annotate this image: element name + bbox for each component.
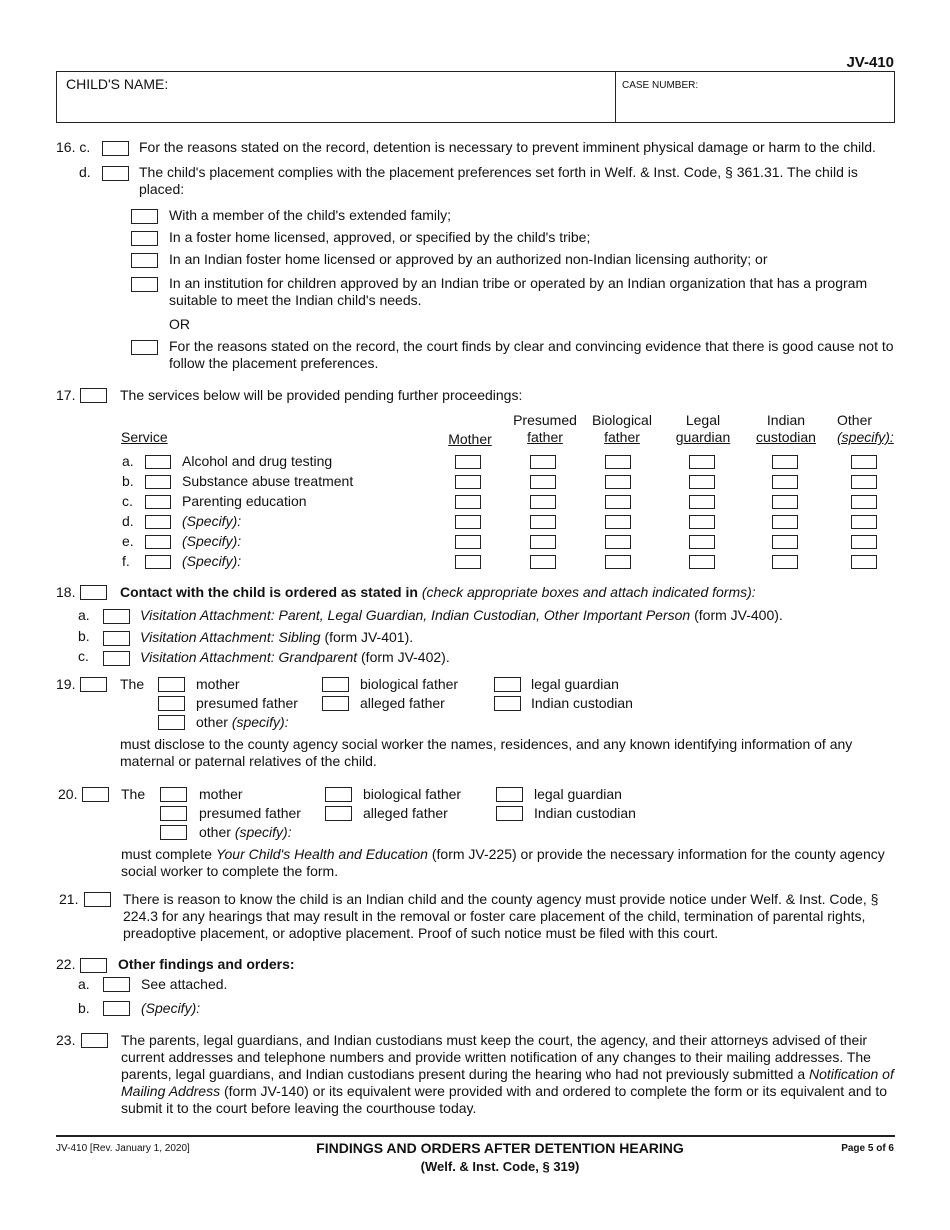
service-other-checkbox[interactable]: [851, 475, 877, 489]
service-mother-checkbox[interactable]: [455, 555, 481, 569]
item19-indian-custodian-label: Indian custodian: [531, 695, 633, 711]
service-biological-father-checkbox[interactable]: [605, 515, 631, 529]
item20-number: 20.: [58, 786, 78, 802]
item19-legal-guardian-checkbox[interactable]: [494, 677, 521, 692]
column-header-indian-custodian-2: custodian: [756, 429, 816, 445]
item19-alleged-father-label: alleged father: [360, 695, 445, 711]
item19-indian-custodian-checkbox[interactable]: [494, 696, 521, 711]
good-cause-text: For the reasons stated on the record, the court finds by clear and convincing evidence that there is good cause not to follow the placement preferences.: [169, 338, 894, 371]
service-biological-father-checkbox[interactable]: [605, 535, 631, 549]
form-id: JV-410: [846, 54, 894, 71]
service-legal-guardian-checkbox[interactable]: [689, 495, 715, 509]
column-header-biological-father-2: father: [604, 429, 640, 445]
item20-indian-custodian-label: Indian custodian: [534, 805, 636, 821]
column-header-legal-guardian-2: guardian: [675, 429, 731, 445]
item20-alleged-father-label: alleged father: [363, 805, 448, 821]
item16d-text: The child's placement complies with the placement preferences set forth in Welf. & Inst. Code, § 361.31. The child is placed:: [139, 164, 858, 197]
item20-the: The: [121, 786, 146, 802]
service-biological-father-checkbox[interactable]: [605, 475, 631, 489]
item19-other-label: [196, 714, 289, 731]
service-row-label: Substance abuse treatment: [182, 473, 354, 489]
service-other-checkbox[interactable]: [851, 495, 877, 509]
service-row-checkbox[interactable]: [145, 515, 171, 529]
service-row-label: (Specify):: [182, 513, 242, 529]
service-legal-guardian-checkbox[interactable]: [689, 515, 715, 529]
service-row-letter: a.: [122, 453, 134, 469]
service-column-header: Service: [121, 429, 168, 445]
item18-number: 18.: [56, 584, 76, 600]
service-presumed-father-checkbox[interactable]: [530, 455, 556, 469]
column-header-presumed-father: Presumed: [513, 412, 577, 428]
column-header-legal-guardian: Legal: [685, 412, 721, 428]
item20-other-text: other: [199, 824, 231, 840]
service-mother-checkbox[interactable]: [455, 475, 481, 489]
item20-other-label: [199, 824, 292, 841]
item21-checkbox[interactable]: [84, 892, 111, 907]
service-indian-custodian-checkbox[interactable]: [772, 535, 798, 549]
footer-code: (Welf. & Inst. Code, § 319): [420, 1159, 580, 1174]
service-legal-guardian-checkbox[interactable]: [689, 475, 715, 489]
item19-biological-father-label: biological father: [360, 676, 459, 692]
item19-mother-label: mother: [196, 676, 240, 692]
service-biological-father-checkbox[interactable]: [605, 495, 631, 509]
item19-checkbox[interactable]: [80, 677, 107, 692]
item16c-text: For the reasons stated on the record, detention is necessary to prevent imminent physical damage or harm to the child.: [139, 139, 876, 155]
good-cause-checkbox[interactable]: [131, 340, 158, 355]
visitation-sibling-checkbox[interactable]: [103, 631, 130, 646]
item19-other-specify: (specify):: [231, 714, 289, 730]
item20-mother-checkbox[interactable]: [160, 787, 187, 802]
service-biological-father-checkbox[interactable]: [605, 555, 631, 569]
item19-presumed-father-label: presumed father: [196, 695, 298, 711]
child-name-field[interactable]: [64, 90, 604, 118]
column-header-presumed-father-2: father: [527, 429, 563, 445]
service-row-letter: c.: [122, 493, 133, 509]
service-mother-checkbox[interactable]: [455, 535, 481, 549]
visitation-sibling-text: [140, 629, 413, 646]
service-other-checkbox[interactable]: [851, 555, 877, 569]
item16d-letter: d.: [79, 164, 91, 180]
service-presumed-father-checkbox[interactable]: [530, 515, 556, 529]
item20-text-pre: must complete: [121, 846, 213, 862]
item21-number: 21.: [59, 891, 79, 907]
service-indian-custodian-checkbox[interactable]: [772, 515, 798, 529]
placement-option: In an institution for children approved by an Indian tribe or operated by an Indian organization that has a program suitable to meet the Indian child's needs.: [169, 275, 868, 308]
visitation-sibling-title: Visitation Attachment: Sibling: [140, 629, 321, 645]
item20-mother-label: mother: [199, 786, 243, 802]
case-number-label: CASE NUMBER:: [622, 80, 699, 91]
column-header-other-2: (specify):: [837, 429, 894, 445]
visitation-sibling-form: (form JV-401).: [324, 629, 414, 645]
item18-text-italic: (check appropriate boxes and attach indicated forms):: [421, 584, 756, 600]
visitation-parent-form: (form JV-400).: [694, 607, 783, 623]
service-mother-checkbox[interactable]: [455, 455, 481, 469]
service-mother-checkbox[interactable]: [455, 515, 481, 529]
service-row-letter: d.: [122, 513, 134, 529]
service-presumed-father-checkbox[interactable]: [530, 475, 556, 489]
item20-legal-guardian-checkbox[interactable]: [496, 787, 523, 802]
item20-text-italic: Your Child's Health and Education: [215, 846, 428, 862]
item17-checkbox[interactable]: [80, 388, 107, 403]
item19-other-text: other: [196, 714, 228, 730]
service-indian-custodian-checkbox[interactable]: [772, 455, 798, 469]
column-header-other: Other: [837, 412, 873, 428]
service-other-checkbox[interactable]: [851, 535, 877, 549]
item18-text-bold: Contact with the child is ordered as stated in: [120, 584, 418, 600]
item20-other-checkbox[interactable]: [160, 825, 187, 840]
item20-presumed-father-checkbox[interactable]: [160, 806, 187, 821]
item19-other-checkbox[interactable]: [158, 715, 185, 730]
item22-checkbox[interactable]: [80, 958, 107, 973]
item19-presumed-father-checkbox[interactable]: [158, 696, 185, 711]
service-legal-guardian-checkbox[interactable]: [689, 535, 715, 549]
item18-letter: a.: [78, 607, 90, 623]
item18-letter: c.: [78, 648, 89, 664]
service-biological-father-checkbox[interactable]: [605, 455, 631, 469]
placement-option: With a member of the child's extended family;: [169, 207, 452, 223]
item19-number: 19.: [56, 676, 76, 692]
service-indian-custodian-checkbox[interactable]: [772, 495, 798, 509]
item17-number: 17.: [56, 387, 76, 403]
item21-text: There is reason to know the child is an Indian child and the county agency must provide notice under Welf. & Inst. Code, § 224.3 for any hearings that may result in the removal or foster care placement of the child, termination of parental rights, preadoptive placement, or adoptive placement. Proof of such notice must be filed with this court.: [123, 891, 879, 941]
visitation-parent-checkbox[interactable]: [103, 609, 130, 624]
placement-option: In an Indian foster home licensed or approved by an authorized non-Indian licensing authority; or: [169, 251, 768, 267]
service-row-checkbox[interactable]: [145, 455, 171, 469]
footer-page-number: Page 5 of 6: [841, 1143, 894, 1154]
visitation-grandparent-title: Visitation Attachment: Grandparent: [140, 649, 358, 665]
service-mother-checkbox[interactable]: [455, 495, 481, 509]
service-indian-custodian-checkbox[interactable]: [772, 555, 798, 569]
footer-rule: [56, 1135, 895, 1137]
item23-text-post: (form JV-140) or its equivalent were provided with and ordered to complete the form or its equivalent and to submit it to the court before leaving the courthouse today.: [121, 1083, 887, 1116]
placement-institution-checkbox[interactable]: [131, 277, 158, 292]
item20-biological-father-label: biological father: [363, 786, 462, 802]
item19-mother-checkbox[interactable]: [158, 677, 185, 692]
placement-tribe-foster-checkbox[interactable]: [131, 231, 158, 246]
service-presumed-father-checkbox[interactable]: [530, 535, 556, 549]
item22b-text: (Specify):: [141, 1000, 201, 1016]
service-indian-custodian-checkbox[interactable]: [772, 475, 798, 489]
service-row-checkbox[interactable]: [145, 535, 171, 549]
item20-biological-father-checkbox[interactable]: [325, 787, 352, 802]
service-presumed-father-checkbox[interactable]: [530, 495, 556, 509]
item23-number: 23.: [56, 1032, 76, 1048]
item22-number: 22.: [56, 956, 76, 972]
item20-alleged-father-checkbox[interactable]: [325, 806, 352, 821]
item20-presumed-father-label: presumed father: [199, 805, 301, 821]
item22a-letter: a.: [78, 976, 90, 992]
item20-indian-custodian-checkbox[interactable]: [496, 806, 523, 821]
or-label: OR: [169, 316, 190, 332]
placement-option: In a foster home licensed, approved, or specified by the child's tribe;: [169, 229, 591, 245]
item16c-number: 16. c.: [56, 139, 91, 155]
item19-the: The: [120, 676, 145, 692]
item19-text: must disclose to the county agency social worker the names, residences, and any known identifying information of any maternal or paternal relatives of the child.: [120, 736, 853, 769]
item22b-checkbox[interactable]: [103, 1001, 130, 1016]
placement-indian-foster-checkbox[interactable]: [131, 253, 158, 268]
item20-other-specify: (specify):: [234, 824, 292, 840]
header-divider: [615, 72, 616, 122]
service-presumed-father-checkbox[interactable]: [530, 555, 556, 569]
item22a-text: See attached.: [141, 976, 228, 992]
service-row-label: (Specify):: [182, 533, 242, 549]
item23-text-italic: Notification of Mailing Address: [121, 1066, 894, 1099]
item18-letter: b.: [78, 628, 90, 644]
column-header-indian-custodian: Indian: [766, 412, 806, 428]
service-other-checkbox[interactable]: [851, 515, 877, 529]
service-row-label: Parenting education: [182, 493, 307, 509]
item20-checkbox[interactable]: [82, 787, 109, 802]
visitation-grandparent-form: (form JV-402).: [361, 649, 450, 665]
service-row-letter: e.: [122, 533, 134, 549]
child-name-label: CHILD'S NAME:: [66, 76, 169, 92]
footer-revision: JV-410 [Rev. January 1, 2020]: [56, 1143, 190, 1154]
service-row-label: Alcohol and drug testing: [182, 453, 333, 469]
placement-extended-family-checkbox[interactable]: [131, 209, 158, 224]
item20-text-post: (form JV-225) or provide the necessary information for the county agency social worker to complete the form.: [121, 846, 885, 879]
service-row-checkbox[interactable]: [145, 475, 171, 489]
item16d-checkbox[interactable]: [102, 166, 129, 181]
service-row-checkbox[interactable]: [145, 495, 171, 509]
service-legal-guardian-checkbox[interactable]: [689, 455, 715, 469]
visitation-parent-text: [140, 607, 783, 624]
column-header-mother: Mother: [448, 431, 492, 447]
item22a-checkbox[interactable]: [103, 977, 130, 992]
item23-text: [121, 1032, 896, 1117]
service-row-letter: f.: [122, 553, 130, 569]
item20-legal-guardian-label: legal guardian: [534, 786, 622, 802]
footer-title: FINDINGS AND ORDERS AFTER DETENTION HEARING: [316, 1140, 684, 1156]
item20-text: [121, 846, 896, 880]
service-row-label: (Specify):: [182, 553, 242, 569]
item23-text-pre: The parents, legal guardians, and Indian custodians must keep the court, the agency, and their attorneys advised of their current addresses and telephone numbers and provide written notification of any changes to their mailing addresses. The parents, legal guardians, and Indian custodians present during the hearing who had not previously submitted a: [121, 1032, 871, 1082]
case-number-field[interactable]: [618, 88, 888, 118]
visitation-grandparent-checkbox[interactable]: [103, 651, 130, 666]
item22b-letter: b.: [78, 1000, 90, 1016]
item19-legal-guardian-label: legal guardian: [531, 676, 619, 692]
item19-alleged-father-checkbox[interactable]: [322, 696, 349, 711]
item18-text: [120, 584, 756, 601]
column-header-biological-father: Biological: [592, 412, 652, 428]
item17-text: The services below will be provided pending further proceedings:: [120, 387, 523, 403]
service-legal-guardian-checkbox[interactable]: [689, 555, 715, 569]
visitation-grandparent-text: [140, 649, 450, 666]
item23-checkbox[interactable]: [81, 1033, 108, 1048]
item22-title: Other findings and orders:: [118, 956, 295, 972]
item18-checkbox[interactable]: [80, 585, 107, 600]
service-other-checkbox[interactable]: [851, 455, 877, 469]
item16c-checkbox[interactable]: [102, 141, 129, 156]
service-row-letter: b.: [122, 473, 134, 489]
service-row-checkbox[interactable]: [145, 555, 171, 569]
item19-biological-father-checkbox[interactable]: [322, 677, 349, 692]
visitation-parent-title: Visitation Attachment: Parent, Legal Guardian, Indian Custodian, Other Important Person: [140, 607, 691, 623]
